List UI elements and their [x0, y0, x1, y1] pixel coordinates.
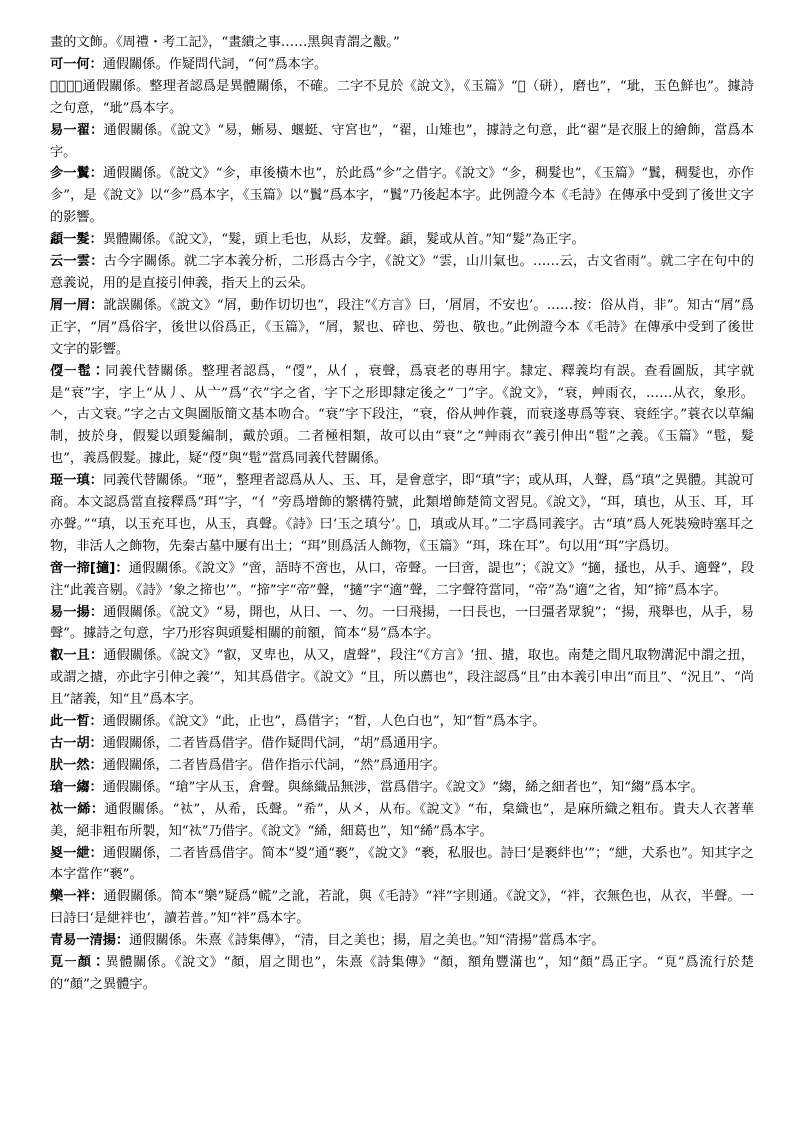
entry-text: 訛誤關係。《說文》“屑，動作切切也”，段注“《方言》曰，‘屑屑，不安也’。……按：俗从肖，非”。知古“屑”爲正字，“屑”爲俗字，後世以俗爲正，《玉篇》，“屑，絜也、碎也、勞也、敬也。”此例證今本《毛詩》在傳承中受到了後世文字的影響。 [50, 297, 755, 357]
entry-term: 屑一屑： [50, 297, 104, 313]
entry-text: 通假關係。《說文》“易，開也，从日、一、勿。一曰飛揚，一曰長也，一曰彊者眾貌”；“揚，飛舉也，从手，易聲”。據詩之句意，字乃形容與頭髮相關的前額，简本“易”爲本字。 [50, 604, 754, 642]
entry-text: 通假關係，二者皆爲借字。借作疑問代詞，“胡”爲通用字。 [102, 736, 446, 751]
entry-term: 叡一且： [50, 648, 104, 664]
entry-text: 通假關係。简本“樂”疑爲“㡛”之訛，若訛，與《毛詩》“袢”字則通。《說文》，“袢，衣無色也，从衣，半聲。一曰詩曰‘是紲袢也’，讀若普。”知“袢”爲本字。 [50, 889, 754, 927]
entry-term: 瑲一縐： [50, 779, 103, 795]
entry-paragraph [50, 755, 754, 777]
entry-text: 通假關係。作疑問代詞，“何”爲本字。 [102, 56, 328, 72]
entry-paragraph [50, 733, 754, 755]
entry-term: 可一何： [50, 56, 103, 72]
entry-term: 云一雲： [50, 254, 104, 270]
entry-text: 古今字關係。就二字本義分析，二形爲古今字，《說文》“雲，山川氣也。……云，古文省雨”。就二字在句中的意義说，用的是直接引伸義，指天上的云朵。 [50, 254, 754, 291]
entry-text: 異體關係。《說文》“顏，眉之閒也”，朱熹《詩集傳》“顏，額角豐滿也”，知“顏”爲正字。“𩑋”爲流行於楚的“顏”之異體字。 [50, 955, 754, 992]
entry-term: 啻一揥[擿]： [50, 560, 129, 576]
entry-paragraph [50, 952, 754, 996]
entry-term: 𩑋一顏： [50, 955, 106, 971]
entry-term: 𠊳一髢： [50, 363, 106, 379]
entry-term: 此一晳： [50, 714, 103, 730]
entry-term: 頿一髮： [50, 232, 103, 248]
entry-term: 𥐨一玼： [50, 78, 83, 94]
entry-text: 通假關係。整理者認爲是異體關係，不確。二字不見於《說文》，《玉篇》“𥐨（硑），磨也”，“玼，玉色鮮也”。據詩之句意，“玼”爲本字。 [50, 78, 755, 116]
entry-paragraph [50, 120, 754, 164]
entry-term: 𧘹一絺： [50, 801, 105, 817]
entry-term: 樂一袢： [50, 889, 104, 905]
entry-term: 㚇一紲： [50, 845, 103, 861]
entry-text: 通假關係。《說文》“㐱，車後橫木也”，於此爲“㐱”之借字。《說文》“㐱，稠髮也”，《玉篇》“鬒，稠髮也，亦作㐱”，是《說文》以“㐱”爲本字，《玉篇》以“鬒”爲本字，“鬒”乃後起本字。此例證今本《毛詩》在傳承中受到了後世文字的影響。 [50, 166, 755, 226]
entry-term: 肰一然： [50, 757, 103, 773]
entry-text: 通假關係。“瑲”字从玉，倉聲。與絲織品無涉，當爲借字。《說文》“縐，絺之細者也”，知“縐”爲本字。 [102, 779, 704, 795]
entry-text: 通假關係。朱熹《詩集傳》，“清，目之美也；揚，眉之美也。”知“清揚”當爲本字。 [129, 933, 605, 949]
entry-paragraph [50, 361, 754, 471]
entry-paragraph [50, 777, 754, 799]
entry-term: 㐱一鬒： [50, 166, 104, 182]
entry-text: 畫的文飾。《周禮・考工記》，“畫繢之事……黑與青謂之黻。” [50, 35, 400, 50]
entry-term: 青易一清揚： [50, 933, 130, 949]
entry-paragraph [50, 711, 754, 733]
entry-text: 通假關係。《說文》“易，蜥易、蝘蜓、守宮也”，“翟，山雉也”，據詩之句意，此“翟”是衣服上的繪飾，當爲本字。 [50, 122, 755, 160]
entry-paragraph [50, 470, 754, 558]
entry-text: 同義代替關係。整理者認爲，“𠊳”，从亻，衰聲，爲衰老的專用字。隸定、釋義均有誤。查看圖版，其字就是“衰”字，字上“从丿、从亠”爲“衣”字之省，字下之形即隸定後之“𠃌”字。《說文》，“衰，艸雨衣，……从衣，象形。𠆢，古文衰。”字之古文與圖版簡文基本吻合。“衰”字下段注，“衰，俗从艸作蓑，而衰遂專爲等衰、衰絰字。”蓑衣以草編制，披於身，假髮以頭髮編制，戴於頭。二者極相類，故可以由“衰”之“艸雨衣”義引伸出“髢”之義。《玉篇》“髢，髮也”，義爲假髮。據此，疑“𠊳”與“髢”當爲同義代替關係。 [50, 363, 755, 467]
entry-list [50, 32, 754, 996]
entry-text: 異體關係。《說文》，“髮，頭上毛也，从髟，犮聲。頿，髮或从首。”知“髮”為正字。 [102, 232, 585, 248]
entry-text: 通假關係。《說文》“叡，叉卑也，从又，虘聲”，段注“《方言》‘扭、摣，取也。南楚之間凡取物溝泥中謂之扭，或謂之摣，亦此字引伸之義’”，知其爲借字。《說文》“且，所以薦也”，段注認爲“且”由本義引申出“而且”、“況且”、“尚且”諸義，知“且”爲本字。 [50, 648, 754, 708]
entry-paragraph [50, 251, 754, 295]
entry-text: 同義代替關係。“㺿”，整理者認爲从人、玉、耳，是會意字，即“瑱”字；或从珥，人聲，爲“瑱”之異體。其說可商。本文認爲當直接釋爲“珥”字，“亻”旁爲增飾的繁構符號，此類增飾楚简文習見。《說文》，“珥，瑱也，从玉、耳，耳亦聲。”“瑱，以玉充耳也，从玉，真聲。《詩》曰‘玉之瑱兮’。𤨼，瑱或从耳。”二字爲同義字。古“瑱”爲人死裝殮時塞耳之物，非活人之飾物，先秦古墓中屢有出土；“珥”則爲活人飾物，《玉篇》“珥，珠在耳”。句以用“珥”字爲切。 [50, 473, 755, 554]
entry-paragraph [50, 645, 754, 711]
entry-paragraph [50, 558, 754, 602]
entry-term: 古一胡： [50, 736, 103, 751]
entry-paragraph [50, 602, 754, 646]
entry-paragraph [50, 32, 754, 54]
entry-paragraph [50, 843, 754, 887]
entry-paragraph [50, 295, 754, 361]
entry-paragraph [50, 229, 754, 251]
entry-paragraph [50, 886, 754, 930]
entry-paragraph [50, 54, 754, 76]
entry-paragraph [50, 163, 754, 229]
entry-paragraph [50, 930, 754, 952]
entry-term: 易一揚： [50, 604, 104, 620]
entry-text: 通假關係。《說文》“啻，語時不啻也，从口，帝聲。一曰啻，諟也”；《說文》“擿，搔也，从手、適聲”，段注“此義音剔。《詩》‘象之揥也’”。“揥”字“帝”聲，“擿”字“適”聲，二字聲符當同，“帝”為“適”之省，知“揥”爲本字。 [50, 560, 755, 598]
entry-text: 通假關係。《說文》“此，止也”，爲借字；“晳，人色白也”，知“晳”爲本字。 [102, 714, 546, 730]
entry-text: 通假關係，二者皆爲借字。简本“㚇”通“褻”，《說文》“褻，私服也。詩曰‘是褻絆也’”；“紲，犬系也”。知其字之本字當作“褻”。 [50, 845, 754, 883]
entry-paragraph [50, 76, 754, 120]
entry-text: 通假關係。“𧘹”，从希，氐聲。“希”，从㐅，从布。《說文》“布，枲織也”，是麻所織之粗布。貴夫人衣著華美，絕非粗布所製，知“𧘹”乃借字。《說文》“絺，細葛也”，知“絺”爲本字。 [50, 801, 754, 839]
entry-paragraph [50, 799, 754, 843]
entry-term: 易一翟： [50, 122, 104, 138]
entry-text: 通假關係，二者皆爲借字。借作指示代詞，“然”爲通用字。 [102, 757, 446, 773]
entry-term: 㺿一瑱： [50, 473, 104, 489]
